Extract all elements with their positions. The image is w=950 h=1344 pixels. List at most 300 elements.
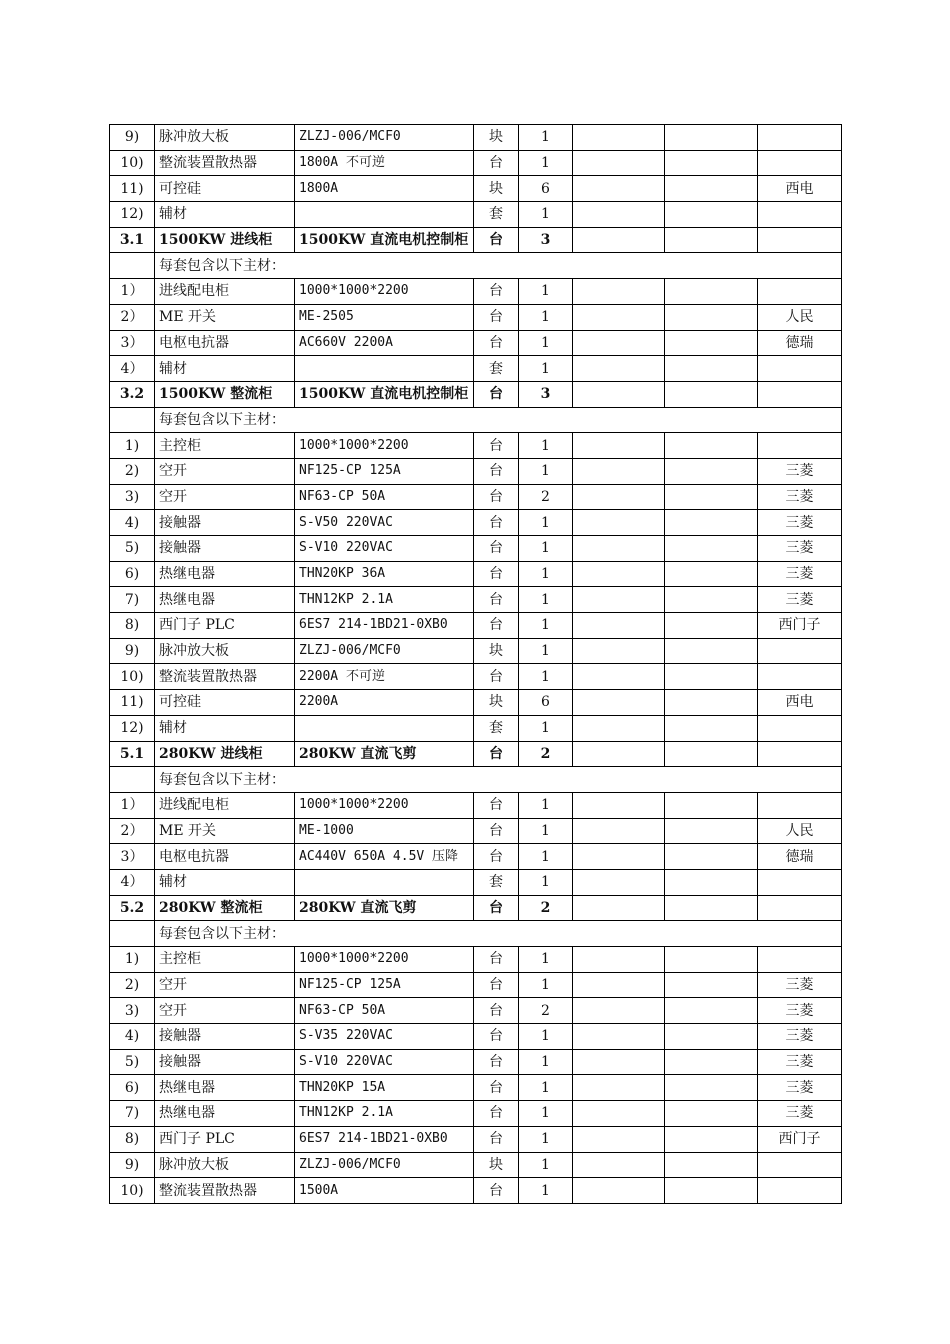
brand-cell — [758, 1152, 842, 1178]
specification-cell: 1000*1000*2200 — [295, 947, 474, 973]
blank-col-2-cell — [665, 1024, 758, 1050]
quantity-cell: 2 — [519, 998, 573, 1024]
blank-col-2-cell — [665, 947, 758, 973]
row-number-cell: 5) — [110, 536, 155, 562]
unit-cell: 台 — [474, 818, 519, 844]
specification-cell: NF63-CP 50A — [295, 998, 474, 1024]
row-number-cell: 10) — [110, 664, 155, 690]
table-row — [110, 715, 842, 741]
blank-col-1-cell — [573, 895, 665, 921]
item-name-cell: 热继电器 — [155, 1075, 295, 1101]
brand-cell — [758, 356, 842, 382]
row-number-cell: 2） — [110, 818, 155, 844]
blank-col-1-cell — [573, 741, 665, 767]
unit-cell: 块 — [474, 690, 519, 716]
brand-cell — [758, 741, 842, 767]
blank-col-2-cell — [665, 1049, 758, 1075]
unit-cell: 台 — [474, 587, 519, 613]
blank-col-1-cell — [573, 587, 665, 613]
quantity-cell: 1 — [519, 1152, 573, 1178]
row-number-cell: 1) — [110, 433, 155, 459]
item-name-cell: 脉冲放大板 — [155, 125, 295, 151]
brand-cell — [758, 792, 842, 818]
item-name-cell: 接触器 — [155, 536, 295, 562]
blank-col-1-cell — [573, 715, 665, 741]
specification-cell: 6ES7 214-1BD21-0XB0 — [295, 1126, 474, 1152]
blank-col-1-cell — [573, 1075, 665, 1101]
table-row — [110, 125, 842, 151]
specification-cell: S-V35 220VAC — [295, 1024, 474, 1050]
equipment-table — [109, 124, 842, 1204]
table-row — [110, 484, 842, 510]
unit-cell: 台 — [474, 536, 519, 562]
item-name-cell: 辅材 — [155, 715, 295, 741]
table-row — [110, 1075, 842, 1101]
unit-cell: 台 — [474, 1075, 519, 1101]
unit-cell: 套 — [474, 356, 519, 382]
row-number-cell: 6) — [110, 1075, 155, 1101]
row-number-cell: 12) — [110, 715, 155, 741]
quantity-cell: 1 — [519, 125, 573, 151]
specification-cell: NF125-CP 125A — [295, 972, 474, 998]
unit-cell: 台 — [474, 304, 519, 330]
blank-col-2-cell — [665, 1152, 758, 1178]
item-name-cell: 主控柜 — [155, 433, 295, 459]
brand-cell — [758, 1178, 842, 1204]
row-number-cell: 3.2 — [110, 381, 155, 407]
blank-col-2-cell — [665, 792, 758, 818]
table-row — [110, 1152, 842, 1178]
brand-cell: 三菱 — [758, 510, 842, 536]
brand-cell — [758, 150, 842, 176]
quantity-cell: 1 — [519, 638, 573, 664]
note-cell: 每套包含以下主材： — [155, 767, 842, 793]
table-row — [110, 818, 842, 844]
brand-cell — [758, 895, 842, 921]
blank-col-2-cell — [665, 818, 758, 844]
brand-cell: 三菱 — [758, 561, 842, 587]
specification-cell: ZLZJ-006/MCF0 — [295, 125, 474, 151]
brand-cell — [758, 869, 842, 895]
brand-cell: 西电 — [758, 176, 842, 202]
table-row — [110, 561, 842, 587]
unit-cell: 台 — [474, 741, 519, 767]
quantity-cell: 1 — [519, 330, 573, 356]
row-number-cell: 1） — [110, 792, 155, 818]
quantity-cell: 1 — [519, 792, 573, 818]
quantity-cell: 1 — [519, 150, 573, 176]
blank-col-1-cell — [573, 176, 665, 202]
table-row — [110, 690, 842, 716]
blank-col-1-cell — [573, 947, 665, 973]
row-number-cell: 3.1 — [110, 227, 155, 253]
unit-cell: 台 — [474, 895, 519, 921]
blank-col-1-cell — [573, 818, 665, 844]
item-name-cell: 进线配电柜 — [155, 279, 295, 305]
specification-cell: 1000*1000*2200 — [295, 279, 474, 305]
specification-cell: 1500KW 直流电机控制柜 — [295, 227, 474, 253]
brand-cell — [758, 125, 842, 151]
item-name-cell: 辅材 — [155, 202, 295, 228]
blank-col-2-cell — [665, 895, 758, 921]
item-name-cell: 主控柜 — [155, 947, 295, 973]
quantity-cell: 1 — [519, 510, 573, 536]
unit-cell: 台 — [474, 664, 519, 690]
blank-col-1-cell — [573, 1024, 665, 1050]
unit-cell: 块 — [474, 176, 519, 202]
specification-cell: ZLZJ-006/MCF0 — [295, 638, 474, 664]
unit-cell: 块 — [474, 638, 519, 664]
blank-col-2-cell — [665, 227, 758, 253]
blank-col-2-cell — [665, 869, 758, 895]
row-number-cell: 1) — [110, 947, 155, 973]
specification-cell: ME-2505 — [295, 304, 474, 330]
row-number-cell: 3) — [110, 998, 155, 1024]
unit-cell: 台 — [474, 1126, 519, 1152]
table-row — [110, 844, 842, 870]
specification-cell: AC660V 2200A — [295, 330, 474, 356]
row-number-cell: 11) — [110, 176, 155, 202]
item-name-cell: 可控硅 — [155, 690, 295, 716]
blank-col-2-cell — [665, 664, 758, 690]
specification-cell: 1800A — [295, 176, 474, 202]
table-row — [110, 536, 842, 562]
table-row — [110, 613, 842, 639]
table-row — [110, 869, 842, 895]
brand-cell: 三菱 — [758, 536, 842, 562]
table-row — [110, 1101, 842, 1127]
blank-col-1-cell — [573, 279, 665, 305]
row-number-cell: 2） — [110, 304, 155, 330]
section-row — [110, 381, 842, 407]
brand-cell: 三菱 — [758, 587, 842, 613]
note-row — [110, 407, 842, 433]
specification-cell: S-V50 220VAC — [295, 510, 474, 536]
item-name-cell: 接触器 — [155, 1024, 295, 1050]
row-number-cell: 7) — [110, 587, 155, 613]
item-name-cell: 进线配电柜 — [155, 792, 295, 818]
unit-cell: 台 — [474, 1024, 519, 1050]
blank-col-2-cell — [665, 998, 758, 1024]
item-name-cell: 辅材 — [155, 869, 295, 895]
table-row — [110, 1126, 842, 1152]
quantity-cell: 2 — [519, 895, 573, 921]
item-name-cell: 脉冲放大板 — [155, 638, 295, 664]
specification-cell: 2200A — [295, 690, 474, 716]
specification-cell: S-V10 220VAC — [295, 536, 474, 562]
blank-col-2-cell — [665, 304, 758, 330]
blank-col-1-cell — [573, 433, 665, 459]
specification-cell: 1500KW 直流电机控制柜 — [295, 381, 474, 407]
quantity-cell: 1 — [519, 356, 573, 382]
specification-cell: ZLZJ-006/MCF0 — [295, 1152, 474, 1178]
specification-cell — [295, 356, 474, 382]
row-number-cell — [110, 407, 155, 433]
blank-col-1-cell — [573, 561, 665, 587]
blank-col-2-cell — [665, 1178, 758, 1204]
row-number-cell: 10) — [110, 1178, 155, 1204]
item-name-cell: 电枢电抗器 — [155, 330, 295, 356]
table-row — [110, 356, 842, 382]
row-number-cell: 9) — [110, 1152, 155, 1178]
section-row — [110, 895, 842, 921]
specification-cell: 1000*1000*2200 — [295, 792, 474, 818]
quantity-cell: 1 — [519, 844, 573, 870]
blank-col-1-cell — [573, 1178, 665, 1204]
brand-cell — [758, 227, 842, 253]
item-name-cell: ME 开关 — [155, 304, 295, 330]
specification-cell: 2200A 不可逆 — [295, 664, 474, 690]
brand-cell — [758, 638, 842, 664]
table-row — [110, 1178, 842, 1204]
specification-cell — [295, 202, 474, 228]
unit-cell: 台 — [474, 1178, 519, 1204]
blank-col-2-cell — [665, 176, 758, 202]
brand-cell: 西电 — [758, 690, 842, 716]
brand-cell: 人民 — [758, 304, 842, 330]
specification-cell: 280KW 直流飞剪 — [295, 895, 474, 921]
item-name-cell: 热继电器 — [155, 587, 295, 613]
table-row — [110, 433, 842, 459]
item-name-cell: 热继电器 — [155, 561, 295, 587]
blank-col-2-cell — [665, 1126, 758, 1152]
unit-cell: 台 — [474, 381, 519, 407]
row-number-cell: 8) — [110, 613, 155, 639]
item-name-cell: 1500KW 整流柜 — [155, 381, 295, 407]
blank-col-1-cell — [573, 664, 665, 690]
blank-col-1-cell — [573, 304, 665, 330]
row-number-cell: 4） — [110, 869, 155, 895]
brand-cell: 西门子 — [758, 613, 842, 639]
item-name-cell: ME 开关 — [155, 818, 295, 844]
quantity-cell: 3 — [519, 381, 573, 407]
unit-cell: 台 — [474, 1049, 519, 1075]
row-number-cell: 5.2 — [110, 895, 155, 921]
blank-col-2-cell — [665, 1075, 758, 1101]
quantity-cell: 1 — [519, 664, 573, 690]
row-number-cell: 12) — [110, 202, 155, 228]
quantity-cell: 2 — [519, 484, 573, 510]
table-row — [110, 150, 842, 176]
brand-cell: 西门子 — [758, 1126, 842, 1152]
row-number-cell: 10) — [110, 150, 155, 176]
row-number-cell — [110, 767, 155, 793]
quantity-cell: 3 — [519, 227, 573, 253]
blank-col-2-cell — [665, 561, 758, 587]
unit-cell: 台 — [474, 150, 519, 176]
brand-cell: 德瑞 — [758, 844, 842, 870]
item-name-cell: 热继电器 — [155, 1101, 295, 1127]
row-number-cell: 4） — [110, 356, 155, 382]
blank-col-1-cell — [573, 458, 665, 484]
row-number-cell: 3） — [110, 330, 155, 356]
item-name-cell: 整流装置散热器 — [155, 1178, 295, 1204]
item-name-cell: 280KW 整流柜 — [155, 895, 295, 921]
specification-cell: 280KW 直流飞剪 — [295, 741, 474, 767]
table-row — [110, 947, 842, 973]
table-row — [110, 792, 842, 818]
blank-col-1-cell — [573, 844, 665, 870]
row-number-cell: 2) — [110, 458, 155, 484]
table-row — [110, 202, 842, 228]
blank-col-2-cell — [665, 330, 758, 356]
blank-col-2-cell — [665, 279, 758, 305]
blank-col-1-cell — [573, 536, 665, 562]
blank-col-2-cell — [665, 587, 758, 613]
unit-cell: 台 — [474, 279, 519, 305]
row-number-cell: 6) — [110, 561, 155, 587]
item-name-cell: 空开 — [155, 458, 295, 484]
specification-cell: THN20KP 15A — [295, 1075, 474, 1101]
note-row — [110, 253, 842, 279]
blank-col-1-cell — [573, 227, 665, 253]
blank-col-2-cell — [665, 972, 758, 998]
row-number-cell: 9) — [110, 125, 155, 151]
table-row — [110, 1024, 842, 1050]
blank-col-1-cell — [573, 381, 665, 407]
specification-cell — [295, 715, 474, 741]
quantity-cell: 1 — [519, 587, 573, 613]
quantity-cell: 1 — [519, 1101, 573, 1127]
blank-col-1-cell — [573, 972, 665, 998]
row-number-cell: 1） — [110, 279, 155, 305]
blank-col-1-cell — [573, 330, 665, 356]
blank-col-2-cell — [665, 510, 758, 536]
quantity-cell: 1 — [519, 458, 573, 484]
unit-cell: 台 — [474, 484, 519, 510]
quantity-cell: 1 — [519, 818, 573, 844]
note-cell: 每套包含以下主材： — [155, 921, 842, 947]
table-row — [110, 664, 842, 690]
quantity-cell: 1 — [519, 1049, 573, 1075]
unit-cell: 台 — [474, 561, 519, 587]
item-name-cell: 可控硅 — [155, 176, 295, 202]
quantity-cell: 1 — [519, 304, 573, 330]
note-row — [110, 767, 842, 793]
quantity-cell: 1 — [519, 947, 573, 973]
row-number-cell: 7) — [110, 1101, 155, 1127]
brand-cell — [758, 664, 842, 690]
quantity-cell: 1 — [519, 561, 573, 587]
item-name-cell: 接触器 — [155, 510, 295, 536]
unit-cell: 套 — [474, 202, 519, 228]
row-number-cell: 2) — [110, 972, 155, 998]
brand-cell — [758, 715, 842, 741]
brand-cell: 德瑞 — [758, 330, 842, 356]
quantity-cell: 1 — [519, 1075, 573, 1101]
table-row — [110, 998, 842, 1024]
blank-col-2-cell — [665, 356, 758, 382]
blank-col-1-cell — [573, 125, 665, 151]
note-cell: 每套包含以下主材： — [155, 253, 842, 279]
unit-cell: 套 — [474, 869, 519, 895]
quantity-cell: 1 — [519, 536, 573, 562]
section-row — [110, 741, 842, 767]
quantity-cell: 1 — [519, 715, 573, 741]
note-row — [110, 921, 842, 947]
blank-col-2-cell — [665, 690, 758, 716]
specification-cell: 1800A 不可逆 — [295, 150, 474, 176]
blank-col-1-cell — [573, 690, 665, 716]
unit-cell: 台 — [474, 227, 519, 253]
specification-cell: ME-1000 — [295, 818, 474, 844]
unit-cell: 台 — [474, 972, 519, 998]
blank-col-2-cell — [665, 1101, 758, 1127]
blank-col-2-cell — [665, 150, 758, 176]
item-name-cell: 280KW 进线柜 — [155, 741, 295, 767]
unit-cell: 台 — [474, 510, 519, 536]
specification-cell: THN12KP 2.1A — [295, 587, 474, 613]
item-name-cell: 空开 — [155, 972, 295, 998]
blank-col-1-cell — [573, 202, 665, 228]
item-name-cell: 空开 — [155, 998, 295, 1024]
specification-cell: S-V10 220VAC — [295, 1049, 474, 1075]
table-row — [110, 510, 842, 536]
quantity-cell: 1 — [519, 869, 573, 895]
table-row — [110, 638, 842, 664]
brand-cell: 三菱 — [758, 1049, 842, 1075]
unit-cell: 台 — [474, 947, 519, 973]
brand-cell: 人民 — [758, 818, 842, 844]
section-row — [110, 227, 842, 253]
blank-col-1-cell — [573, 510, 665, 536]
unit-cell: 台 — [474, 330, 519, 356]
quantity-cell: 1 — [519, 613, 573, 639]
brand-cell — [758, 947, 842, 973]
brand-cell: 三菱 — [758, 972, 842, 998]
row-number-cell: 3) — [110, 484, 155, 510]
blank-col-1-cell — [573, 613, 665, 639]
row-number-cell: 11) — [110, 690, 155, 716]
unit-cell: 块 — [474, 125, 519, 151]
row-number-cell: 9) — [110, 638, 155, 664]
item-name-cell: 电枢电抗器 — [155, 844, 295, 870]
quantity-cell: 1 — [519, 433, 573, 459]
brand-cell: 三菱 — [758, 998, 842, 1024]
table-row — [110, 279, 842, 305]
specification-cell: 1500A — [295, 1178, 474, 1204]
specification-cell: NF63-CP 50A — [295, 484, 474, 510]
item-name-cell: 西门子 PLC — [155, 1126, 295, 1152]
row-number-cell: 3） — [110, 844, 155, 870]
row-number-cell — [110, 921, 155, 947]
blank-col-1-cell — [573, 1152, 665, 1178]
table-row — [110, 587, 842, 613]
quantity-cell: 2 — [519, 741, 573, 767]
quantity-cell: 6 — [519, 176, 573, 202]
brand-cell: 三菱 — [758, 1075, 842, 1101]
quantity-cell: 1 — [519, 972, 573, 998]
quantity-cell: 1 — [519, 202, 573, 228]
blank-col-1-cell — [573, 150, 665, 176]
unit-cell: 台 — [474, 844, 519, 870]
quantity-cell: 1 — [519, 1178, 573, 1204]
row-number-cell: 4) — [110, 1024, 155, 1050]
table-row — [110, 176, 842, 202]
blank-col-1-cell — [573, 484, 665, 510]
item-name-cell: 辅材 — [155, 356, 295, 382]
table-row — [110, 330, 842, 356]
blank-col-2-cell — [665, 638, 758, 664]
blank-col-1-cell — [573, 869, 665, 895]
table-row — [110, 972, 842, 998]
unit-cell: 台 — [474, 613, 519, 639]
blank-col-1-cell — [573, 1049, 665, 1075]
brand-cell: 三菱 — [758, 484, 842, 510]
brand-cell — [758, 202, 842, 228]
quantity-cell: 6 — [519, 690, 573, 716]
brand-cell: 三菱 — [758, 1024, 842, 1050]
